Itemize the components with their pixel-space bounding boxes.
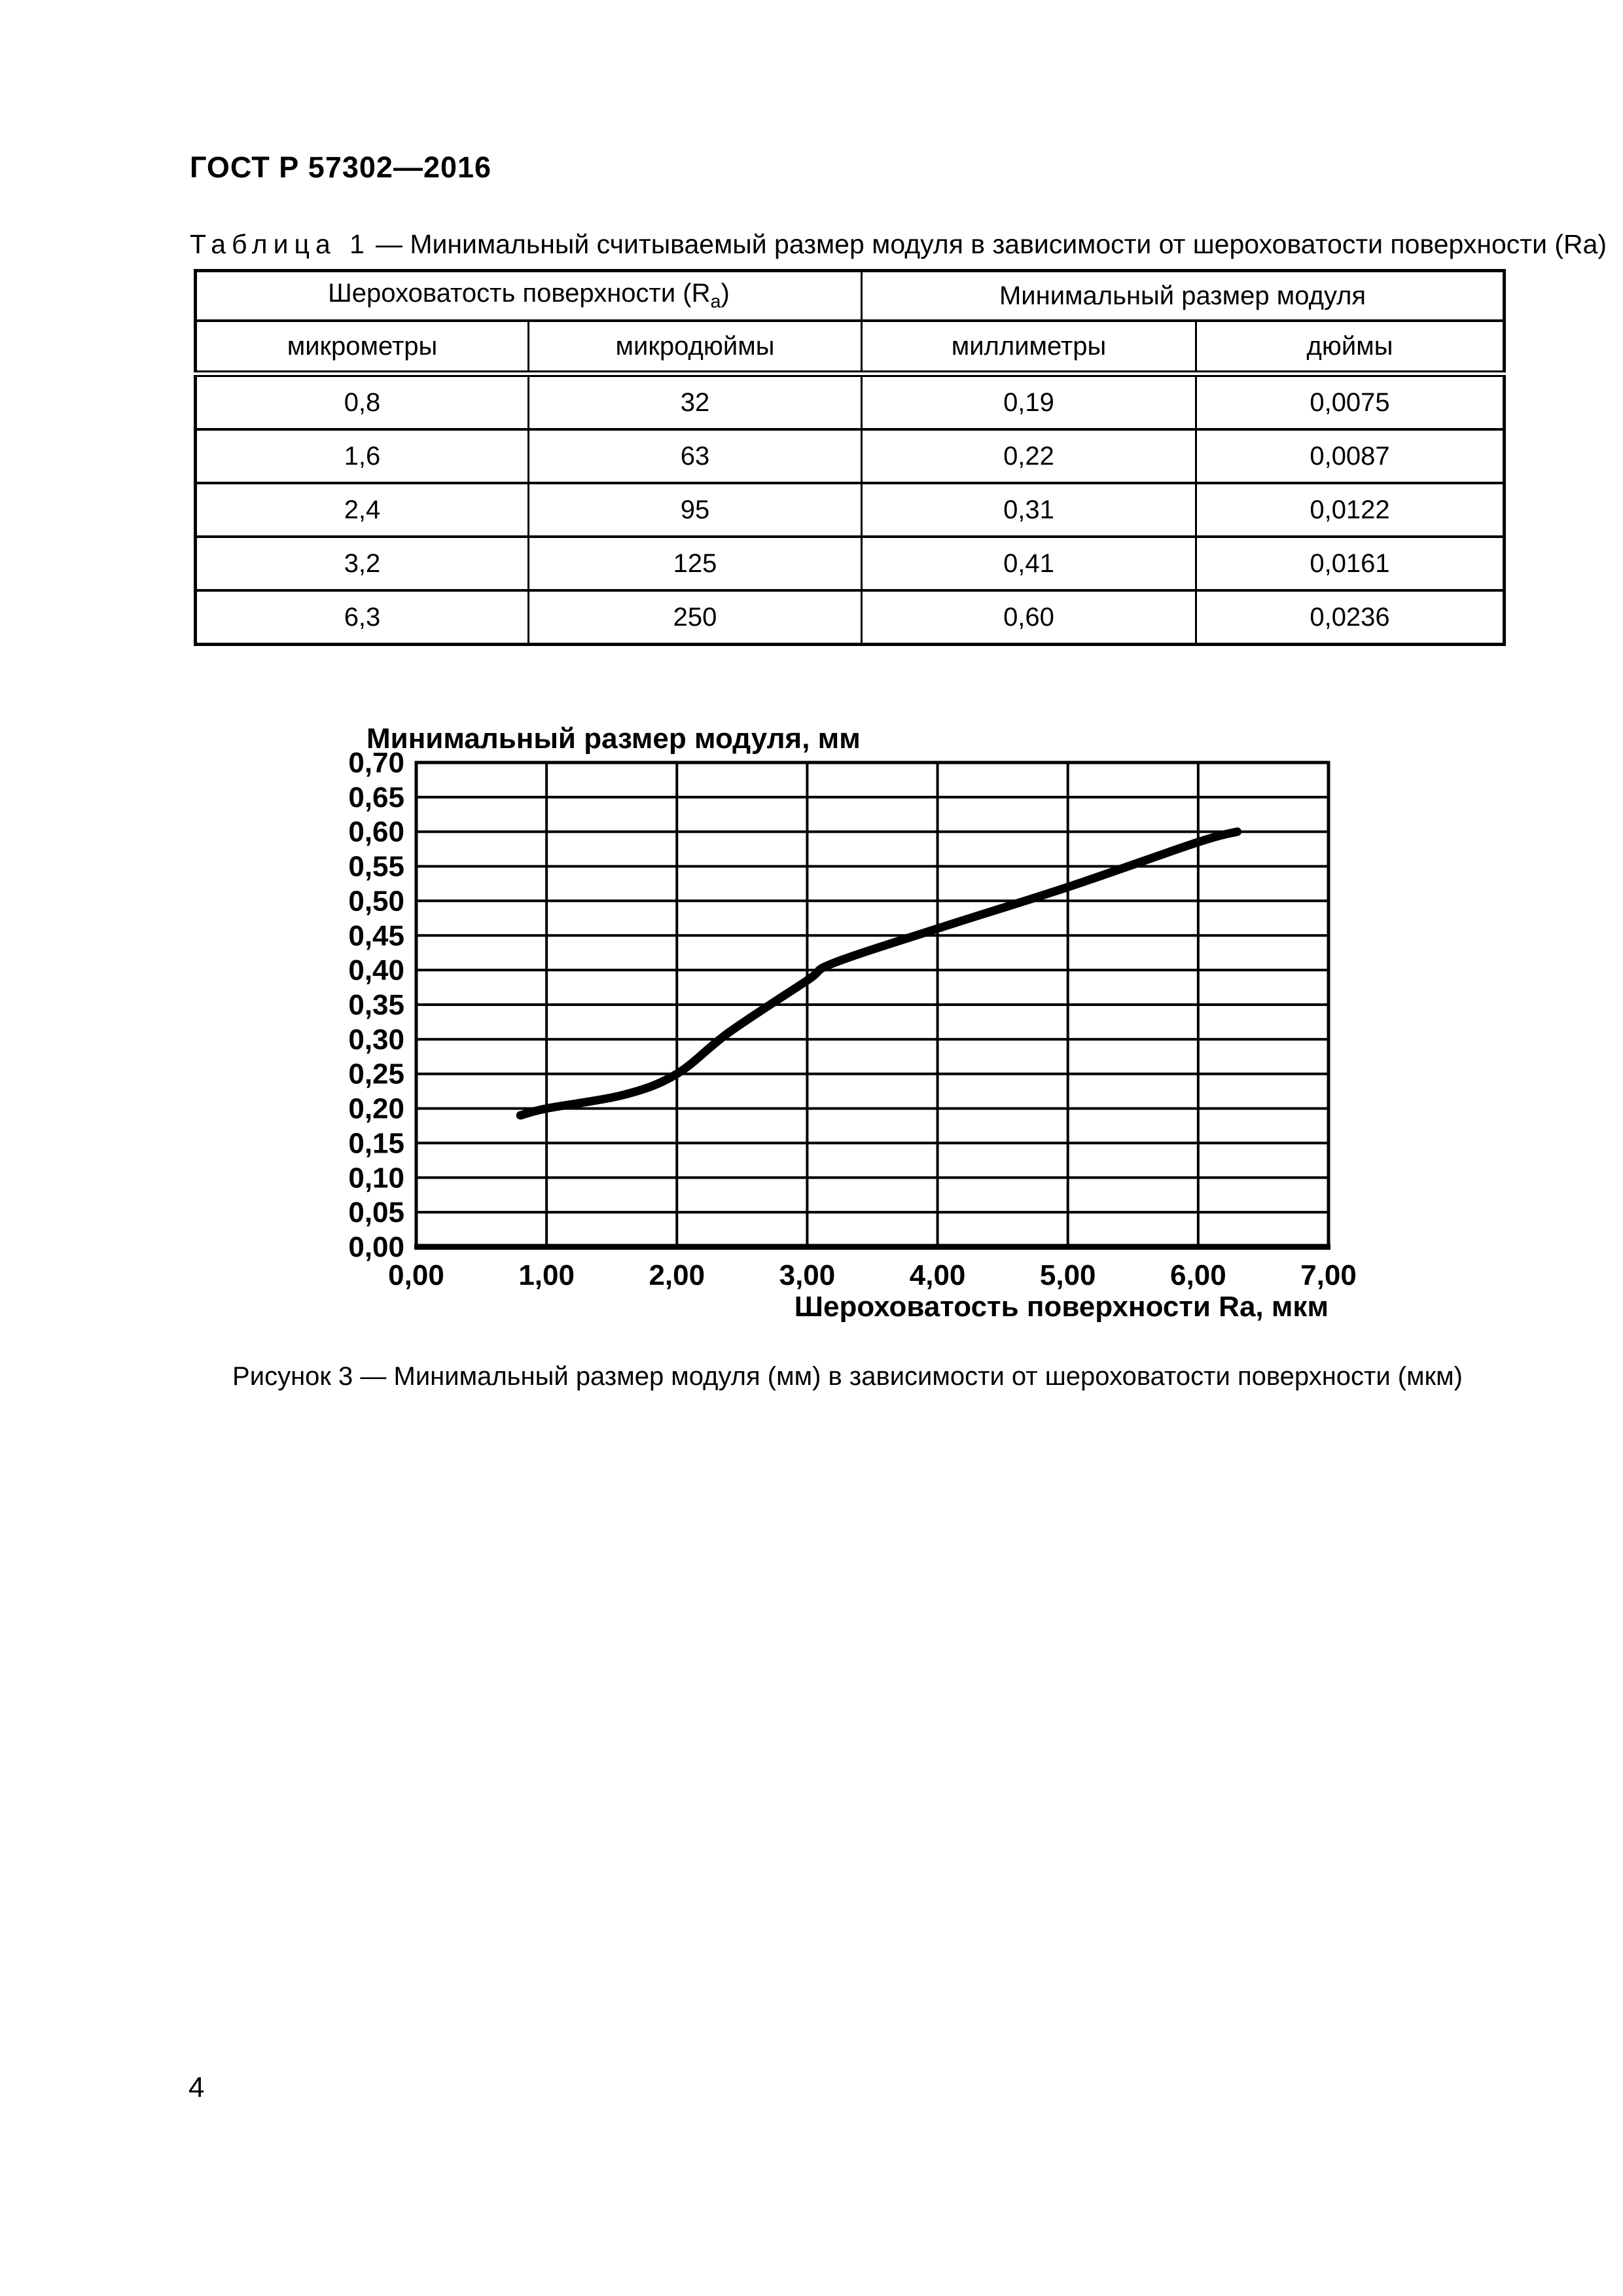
y-tick-label: 0,55 (348, 850, 404, 883)
table-title (190, 229, 1607, 260)
table-cell: 0,0122 (1196, 483, 1505, 537)
ra-subscript: a (710, 291, 721, 312)
group-header-roughness-close: ) (721, 279, 730, 308)
table-cell: 0,60 (862, 590, 1196, 645)
column-header-micrometers: микрометры (196, 321, 529, 374)
column-header-millimeters: миллиметры (862, 321, 1196, 374)
page-number: 4 (188, 2072, 205, 2104)
table-cell: 0,0075 (1196, 374, 1505, 429)
y-tick-label: 0,50 (348, 885, 404, 918)
y-tick-label: 0,05 (348, 1196, 404, 1229)
table-subheader-row (196, 321, 1505, 374)
table-row (196, 429, 1505, 483)
table-group-header-row (196, 271, 1505, 321)
x-tick-label: 4,00 (909, 1259, 966, 1291)
figure-3-chart (288, 717, 1400, 1378)
column-header-inches: дюймы (1196, 321, 1505, 374)
table-row (196, 374, 1505, 429)
table-cell: 1,6 (196, 429, 529, 483)
y-tick-label: 0,20 (348, 1092, 404, 1125)
group-header-module: Минимальный размер модуля (862, 271, 1505, 321)
y-tick-label: 0,45 (348, 920, 404, 952)
y-tick-label: 0,65 (348, 781, 404, 814)
x-tick-label: 1,00 (518, 1259, 575, 1291)
y-tick-label: 0,15 (348, 1127, 404, 1160)
table-cell: 0,19 (862, 374, 1196, 429)
table-title-text: — Минимальный считываемый размер модуля в зависимости от шероховатости поверхности (Ra) (375, 229, 1607, 259)
x-tick-label: 7,00 (1300, 1259, 1357, 1291)
x-tick-label: 3,00 (779, 1259, 836, 1291)
group-header-roughness-text: Шероховатость поверхности (R (328, 279, 711, 308)
y-tick-label: 0,70 (348, 747, 404, 779)
document-number: ГОСТ Р 57302—2016 (190, 151, 492, 184)
table-row (196, 483, 1505, 537)
line-chart (288, 717, 1400, 1378)
table-cell: 250 (529, 590, 862, 645)
chart-title: Минимальный размер модуля, мм (366, 723, 861, 755)
table-cell: 0,31 (862, 483, 1196, 537)
table-cell: 0,8 (196, 374, 529, 429)
y-tick-label: 0,00 (348, 1231, 404, 1263)
group-header-roughness (196, 271, 862, 321)
y-tick-label: 0,40 (348, 954, 404, 987)
x-axis-title: Шероховатость поверхности Ra, мкм (794, 1291, 1329, 1323)
table-cell: 2,4 (196, 483, 529, 537)
table-cell: 0,0236 (1196, 590, 1505, 645)
x-tick-label: 0,00 (388, 1259, 444, 1291)
table-cell: 125 (529, 537, 862, 590)
y-tick-label: 0,30 (348, 1023, 404, 1056)
y-tick-label: 0,25 (348, 1058, 404, 1090)
y-tick-label: 0,10 (348, 1162, 404, 1194)
figure-caption: Рисунок 3 — Минимальный размер модуля (мм) в зависимости от шероховатости поверхности (мкм) (232, 1362, 1463, 1391)
column-header-microinches: микродюймы (529, 321, 862, 374)
table-cell: 0,41 (862, 537, 1196, 590)
y-tick-label: 0,60 (348, 816, 404, 848)
x-tick-label: 5,00 (1039, 1259, 1096, 1291)
table-row (196, 590, 1505, 645)
table-cell: 0,0161 (1196, 537, 1505, 590)
table-cell: 0,22 (862, 429, 1196, 483)
x-tick-label: 6,00 (1170, 1259, 1226, 1291)
table-cell: 63 (529, 429, 862, 483)
table-label: Таблица 1 (190, 229, 370, 259)
roughness-module-table (194, 269, 1506, 646)
y-tick-label: 0,35 (348, 989, 404, 1021)
x-tick-label: 2,00 (649, 1259, 705, 1291)
table-cell: 95 (529, 483, 862, 537)
table-row (196, 537, 1505, 590)
table-cell: 0,0087 (1196, 429, 1505, 483)
table-cell: 3,2 (196, 537, 529, 590)
table-cell: 6,3 (196, 590, 529, 645)
table-cell: 32 (529, 374, 862, 429)
